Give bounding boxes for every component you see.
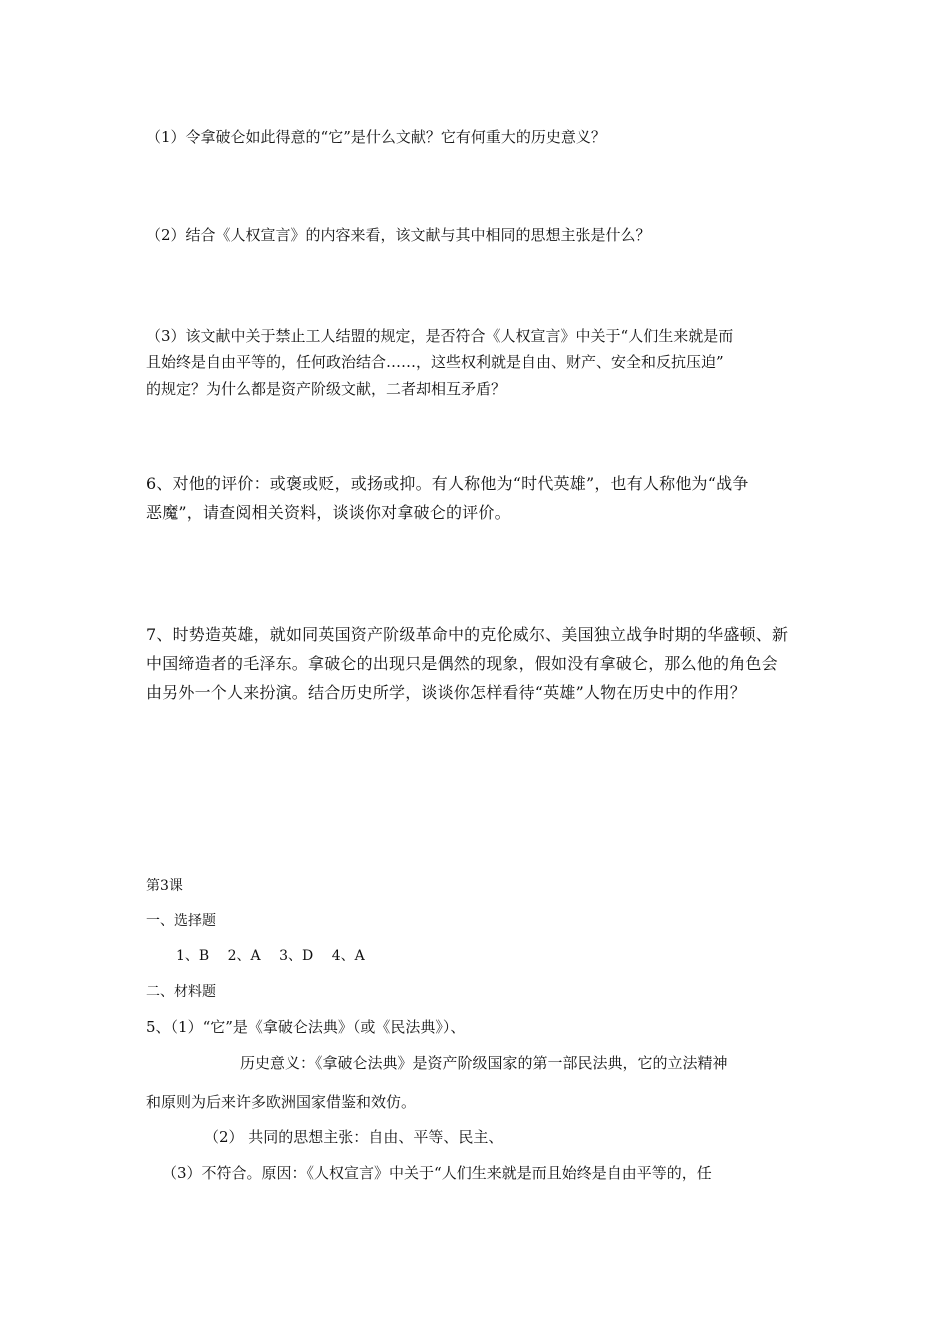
question-5-3-line-1: （3）该文献中关于禁止工人结盟的规定，是否符合《人权宣言》中关于“人们生来就是而 [146,327,734,345]
question-5-2: （2）结合《人权宣言》的内容来看，该文献与其中相同的思想主张是什么？ [146,226,651,244]
question-6-line-1: 6、对他的评价：或褒或贬，或扬或抑。有人称他为“时代英雄”，也有人称他为“战争 [146,474,749,493]
lesson-heading: 第3课 [146,878,183,894]
section-choice-heading: 一、选择题 [146,913,216,929]
answer-5-1: 5、（1）“它”是《拿破仑法典》（或《民法典》）、 [146,1018,466,1036]
section-material-heading: 二、材料题 [146,984,216,1000]
question-5-1: （1）令拿破仑如此得意的“它”是什么文献？它有何重大的历史意义？ [146,128,606,146]
answer-5-1-meaning: 历史意义：《拿破仑法典》是资产阶级国家的第一部民法典，它的立法精神 [240,1054,728,1072]
question-5-3-line-3: 的规定？为什么都是资产阶级文献，二者却相互矛盾？ [146,380,507,398]
question-5-3-line-2: 且始终是自由平等的，任何政治结合……，这些权利就是自由、财产、安全和反抗压迫” [146,353,724,371]
question-7-line-1: 7、时势造英雄，就如同英国资产阶级革命中的克伦威尔、美国独立战争时期的华盛顿、新 [146,625,789,644]
answer-5-2: （2） 共同的思想主张：自由、平等、民主、 [204,1128,504,1146]
answer-5-3: （3）不符合。原因：《人权宣言》中关于“人们生来就是而且始终是自由平等的，任 [162,1164,712,1182]
choice-answers: 1、B 2、A 3、D 4、A [176,948,365,964]
question-7-line-3: 由另外一个人来扮演。结合历史所学，谈谈你怎样看待“英雄”人物在历史中的作用？ [146,683,746,702]
answer-5-1-meaning-cont: 和原则为后来许多欧洲国家借鉴和效仿。 [146,1093,417,1111]
question-7-line-2: 中国缔造者的毛泽东。拿破仑的出现只是偶然的现象，假如没有拿破仑，那么他的角色会 [146,654,778,673]
question-6-line-2: 恶魔”，请查阅相关资料，谈谈你对拿破仑的评价。 [146,503,511,522]
